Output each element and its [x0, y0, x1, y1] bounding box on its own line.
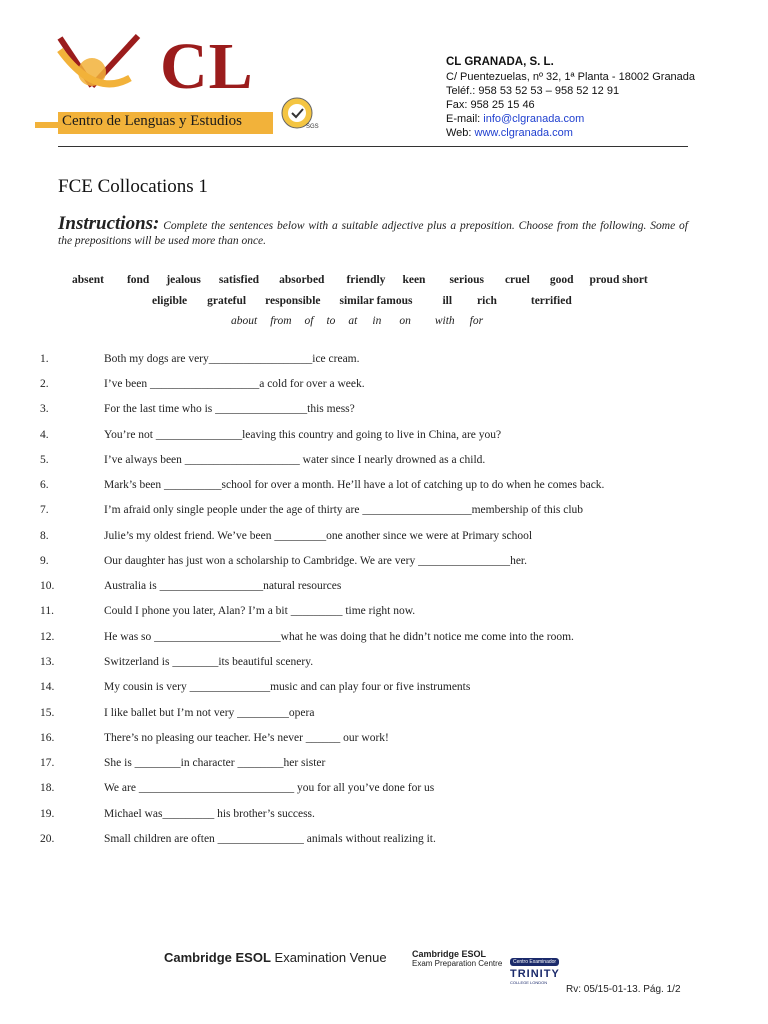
- word-item: eligible: [152, 295, 188, 307]
- question-number: 18.: [40, 782, 55, 794]
- word-item: proud short: [589, 274, 648, 286]
- word-item: on: [399, 315, 411, 327]
- question-text: My cousin is very ______________music and can play four or five instruments: [104, 681, 471, 693]
- question-number: 2.: [40, 378, 49, 390]
- question-text: For the last time who is ________________this mess?: [104, 403, 355, 415]
- logo-subtitle: Centro de Lenguas y Estudios: [62, 113, 242, 129]
- question-text: Could I phone you later, Alan? I’m a bit _________ time right now.: [104, 605, 416, 617]
- question-text: I’ve been ___________________a cold for over a week.: [104, 378, 365, 390]
- word-item: absorbed: [279, 274, 325, 286]
- word-item: satisfied: [218, 274, 260, 286]
- question-text: He was so ______________________what he was doing that he didn’t notice me come into the room.: [104, 631, 574, 643]
- word-item: friendly: [346, 274, 386, 286]
- company-web-line: [446, 126, 695, 140]
- cambridge-prep-bold: Cambridge ESOL: [412, 949, 487, 959]
- word-item: at: [348, 315, 358, 327]
- word-item: serious: [449, 274, 484, 286]
- word-item: about: [231, 315, 258, 327]
- question-item: [40, 681, 470, 693]
- question-item: [40, 782, 434, 794]
- word-item: grateful: [207, 295, 247, 307]
- question-text: Australia is __________________natural resources: [104, 580, 342, 592]
- trinity-name: TRINITY: [510, 968, 560, 980]
- word-item: similar famous: [339, 295, 413, 307]
- question-item: [40, 429, 501, 441]
- question-item: [40, 833, 436, 845]
- cambridge-prep-logo: [412, 950, 502, 968]
- page-title: FCE Collocations 1: [58, 176, 208, 197]
- cambridge-venue-logo: [164, 950, 387, 965]
- question-item: [40, 707, 314, 719]
- question-number: 16.: [40, 732, 55, 744]
- company-info: [446, 55, 695, 140]
- question-text: Michael was_________ his brother’s success.: [104, 808, 315, 820]
- question-item: [40, 757, 325, 769]
- question-text: She is ________in character ________her sister: [104, 757, 326, 769]
- question-number: 19.: [40, 808, 55, 820]
- question-number: 10.: [40, 580, 55, 592]
- question-number: 7.: [40, 504, 49, 516]
- word-item: in: [372, 315, 382, 327]
- question-number: 15.: [40, 707, 55, 719]
- question-number: 17.: [40, 757, 55, 769]
- question-item: [40, 454, 485, 466]
- word-item: for: [469, 315, 484, 327]
- trinity-sub: COLLEGE LONDON: [510, 980, 548, 985]
- question-text: Our daughter has just won a scholarship to Cambridge. We are very ________________her.: [104, 555, 527, 567]
- instructions-label: Instructions:: [58, 213, 160, 234]
- question-number: 8.: [40, 530, 49, 542]
- word-item: from: [270, 315, 292, 327]
- question-text: I like ballet but I’m not very _________opera: [104, 707, 315, 719]
- trinity-logo: [510, 950, 580, 985]
- question-number: 20.: [40, 833, 55, 845]
- question-item: [40, 631, 574, 643]
- email-label: E-mail:: [446, 113, 484, 125]
- question-number: 6.: [40, 479, 49, 491]
- question-item: [40, 403, 355, 415]
- web-label: Web:: [446, 127, 475, 139]
- question-text: Julie’s my oldest friend. We’ve been _________one another since we were at Primary school: [104, 530, 533, 542]
- question-text: Mark’s been __________school for over a month. He’ll have a lot of catching up to do when he comes back.: [104, 479, 605, 491]
- word-item: keen: [402, 274, 426, 286]
- question-item: [40, 479, 604, 491]
- header-divider: [58, 146, 688, 147]
- adjective-row-2: [152, 295, 572, 307]
- word-item: good: [549, 274, 574, 286]
- word-item: absent: [72, 274, 104, 286]
- question-item: [40, 580, 341, 592]
- question-item: [40, 656, 313, 668]
- question-item: [40, 732, 389, 744]
- question-text: I’m afraid only single people under the age of thirty are ___________________membership of this club: [104, 504, 584, 516]
- question-text: We are ___________________________ you for all you’ve done for us: [104, 782, 435, 794]
- word-item: responsible: [265, 295, 321, 307]
- question-text: Switzerland is ________its beautiful scenery.: [104, 656, 314, 668]
- word-item: to: [326, 315, 336, 327]
- instructions: [58, 213, 688, 249]
- question-number: 5.: [40, 454, 49, 466]
- revision-note: Rv: 05/15-01-13. Pág. 1/2: [566, 984, 681, 995]
- email-link[interactable]: info@clgranada.com: [483, 113, 585, 125]
- question-number: 12.: [40, 631, 55, 643]
- company-email-line: [446, 112, 695, 126]
- word-item: jealous: [166, 274, 201, 286]
- logo-cl-text: CL: [160, 30, 254, 103]
- question-item: [40, 378, 365, 390]
- instructions-text: Complete the sentences below with a suitable adjective plus a preposition. Choose from the following. Some of the prepositions will be used more than once.: [58, 220, 688, 247]
- word-item: of: [304, 315, 314, 327]
- question-item: [40, 605, 415, 617]
- adjective-row-1: [72, 274, 648, 286]
- question-text: Small children are often _______________ animals without realizing it.: [104, 833, 436, 845]
- sgs-label: SGS: [306, 124, 319, 130]
- cambridge-venue-rest: Examination Venue: [270, 950, 387, 965]
- preposition-row: [231, 315, 483, 327]
- question-text: You’re not _______________leaving this country and going to live in China, are you?: [104, 429, 502, 441]
- question-number: 9.: [40, 555, 49, 567]
- company-name: CL GRANADA, S. L.: [446, 56, 554, 68]
- cl-logo: [30, 28, 319, 138]
- question-text: There’s no pleasing our teacher. He’s never ______ our work!: [104, 732, 389, 744]
- question-item: [40, 504, 583, 516]
- word-item: terrified: [530, 295, 572, 307]
- web-link[interactable]: www.clgranada.com: [474, 127, 573, 139]
- question-number: 11.: [40, 605, 54, 617]
- question-number: 3.: [40, 403, 49, 415]
- question-item: [40, 555, 527, 567]
- cambridge-venue-bold: Cambridge ESOL: [164, 950, 271, 965]
- question-item: [40, 530, 532, 542]
- question-text: I’ve always been ____________________ water since I nearly drowned as a child.: [104, 454, 486, 466]
- question-item: [40, 808, 315, 820]
- company-fax: Fax: 958 25 15 46: [446, 99, 535, 111]
- question-text: Both my dogs are very__________________ice cream.: [104, 353, 360, 365]
- word-item: ill: [442, 295, 453, 307]
- company-phone: Teléf.: 958 53 52 53 – 958 52 12 91: [446, 85, 620, 97]
- trinity-top: Centro Examinador: [510, 958, 559, 966]
- question-number: 4.: [40, 429, 49, 441]
- company-address: C/ Puentezuelas, nº 32, 1ª Planta - 18002 Granada: [446, 71, 696, 83]
- cambridge-prep-sub: Exam Preparation Centre: [412, 959, 503, 968]
- question-number: 14.: [40, 681, 55, 693]
- word-item: cruel: [504, 274, 530, 286]
- question-number: 1.: [40, 353, 49, 365]
- word-item: rich: [477, 295, 497, 307]
- question-item: [40, 353, 360, 365]
- word-item: fond: [126, 274, 150, 286]
- question-number: 13.: [40, 656, 55, 668]
- word-item: with: [434, 315, 455, 327]
